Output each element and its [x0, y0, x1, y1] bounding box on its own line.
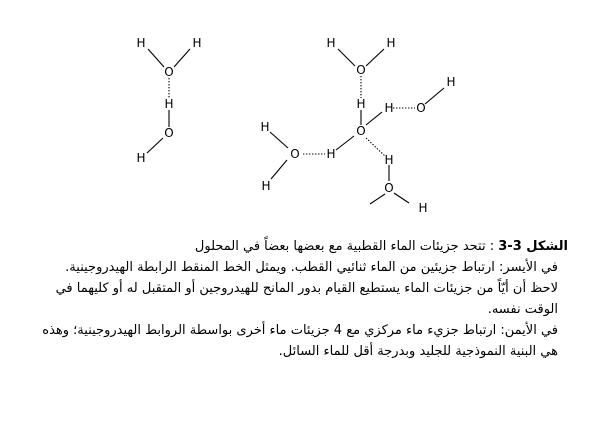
bottom-water-bridging-h: H [384, 153, 394, 167]
dimer-top-h-left: H [136, 36, 146, 50]
bottom-water-h-right: H [418, 201, 428, 215]
left-water-h-bottom: H [261, 179, 271, 193]
right-water-h: H [446, 75, 456, 89]
caption-right-paragraph: في الأيمن: ارتباط جزيء ماء مركزي مع 4 جزيئات ماء أخرى بواسطة الروابط الهيدروجينية؛ وهذه هي البنية النموذجية للجليد وبدرجة أقل للماء السائل. [42, 323, 558, 359]
left-water-bridging-h: H [326, 147, 336, 161]
dimer-top-h-right: H [192, 36, 202, 50]
top-water-h-right: H [386, 36, 396, 50]
water-dimer [136, 36, 201, 165]
central-water-h-right: H [384, 101, 394, 115]
tetrahedral-water-cluster [260, 36, 455, 215]
dimer-top-oxygen: O [164, 65, 174, 79]
dimer-bottom-oxygen: O [164, 126, 174, 140]
right-water-oxygen: O [416, 101, 426, 115]
figure-label: الشكل 3-3 [498, 239, 568, 254]
bottom-water-oxygen: O [384, 181, 394, 195]
top-water-h-left: H [326, 36, 336, 50]
caption-title [40, 236, 568, 257]
caption-left-paragraph: في الأيسر: ارتباط جزيئين من الماء ثنائيي القطب. ويمثل الخط المنقط الرابطة الهيدروجينية. لاحظ أن أيّاً من جزيئات الماء يستطيع القيام بدور المانح للهيدروجين أو المتقبل له أو كليهما في الوقت نفسه. [55, 260, 558, 317]
central-water-h-top: H [356, 97, 366, 111]
left-water-h-top: H [260, 120, 270, 134]
dimer-bridging-h: H [164, 97, 174, 111]
caption-title-text: : تتحد جزيئات الماء القطبية مع بعضها بعضاً في المحلول [194, 239, 499, 254]
dimer-bottom-h: H [136, 151, 146, 165]
top-water-oxygen: O [356, 63, 366, 77]
figure-caption [40, 236, 568, 362]
central-water-oxygen: O [356, 124, 366, 138]
left-water-oxygen: O [290, 147, 300, 161]
